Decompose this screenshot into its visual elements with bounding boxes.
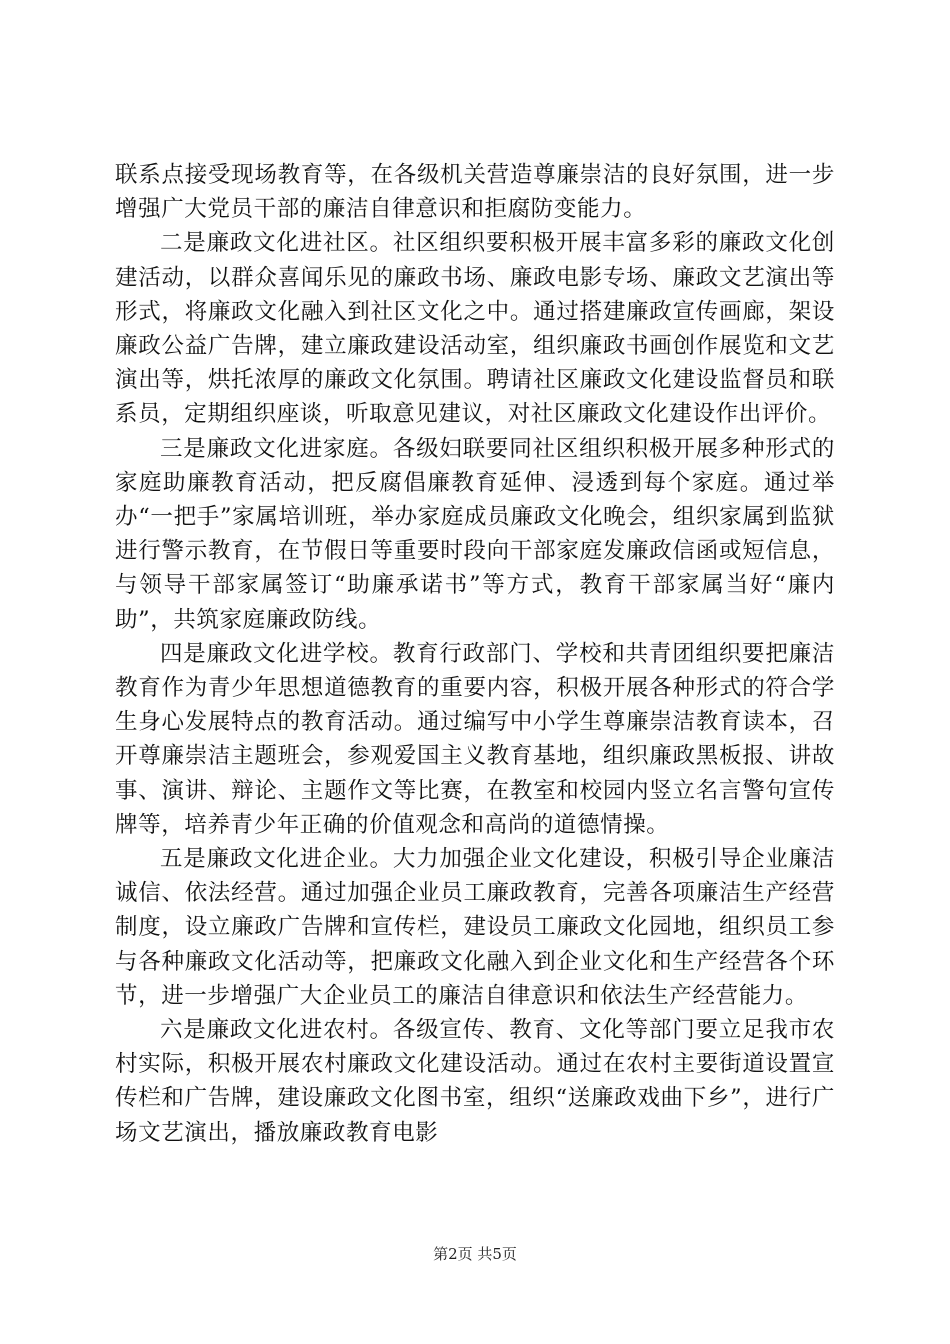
page-number-footer: 第2页 共5页: [433, 1245, 517, 1263]
paragraph-community: 二是廉政文化进社区。社区组织要积极开展丰富多彩的廉政文化创建活动，以群众喜闻乐见的廉政书场、廉政电影专场、廉政文艺演出等形式，将廉政文化融入到社区文化之中。通过搭建廉政宣传画廊，架设廉政公益广告牌，建立廉政建设活动室，组织廉政书画创作展览和文艺演出等，烘托浓厚的廉政文化氛围。聘请社区廉政文化建设监督员和联系员，定期组织座谈，听取意见建议，对社区廉政文化建设作出评价。: [115, 230, 835, 428]
paragraph-school: 四是廉政文化进学校。教育行政部门、学校和共青团组织要把廉洁教育作为青少年思想道德教育的重要内容，积极开展各种形式的符合学生身心发展特点的教育活动。通过编写中小学生尊廉崇洁教育读本，召开尊廉崇洁主题班会，参观爱国主义教育基地，组织廉政黑板报、讲故事、演讲、辩论、主题作文等比赛，在教室和校园内竖立名言警句宣传牌等，培养青少年正确的价值观念和高尚的道德情操。: [115, 640, 835, 838]
document-body: [115, 158, 835, 1150]
paragraph-enterprise: 五是廉政文化进企业。大力加强企业文化建设，积极引导企业廉洁诚信、依法经营。通过加强企业员工廉政教育，完善各项廉洁生产经营制度，设立廉政广告牌和宣传栏，建设员工廉政文化园地，组织员工参与各种廉政文化活动等，把廉政文化融入到企业文化和生产经营各个环节，进一步增强广大企业员工的廉洁自律意识和依法生产经营能力。: [115, 846, 835, 1009]
paragraph-continuation: 联系点接受现场教育等，在各级机关营造尊廉崇洁的良好氛围，进一步增强广大党员干部的廉洁自律意识和拒腐防变能力。: [115, 162, 835, 223]
paragraph-family: 三是廉政文化进家庭。各级妇联要同社区组织积极开展多种形式的家庭助廉教育活动，把反腐倡廉教育延伸、浸透到每个家庭。通过举办“一把手”家属培训班，举办家庭成员廉政文化晚会，组织家属到监狱进行警示教育，在节假日等重要时段向干部家庭发廉政信函或短信息，与领导干部家属签订“助廉承诺书”等方式，教育干部家属当好“廉内助”，共筑家庭廉政防线。: [115, 435, 835, 633]
paragraph-rural: 六是廉政文化进农村。各级宣传、教育、文化等部门要立足我市农村实际，积极开展农村廉政文化建设活动。通过在农村主要街道设置宣传栏和广告牌，建设廉政文化图书室，组织“送廉政戏曲下乡”，进行广场文艺演出，播放廉政教育电影: [115, 1017, 835, 1146]
